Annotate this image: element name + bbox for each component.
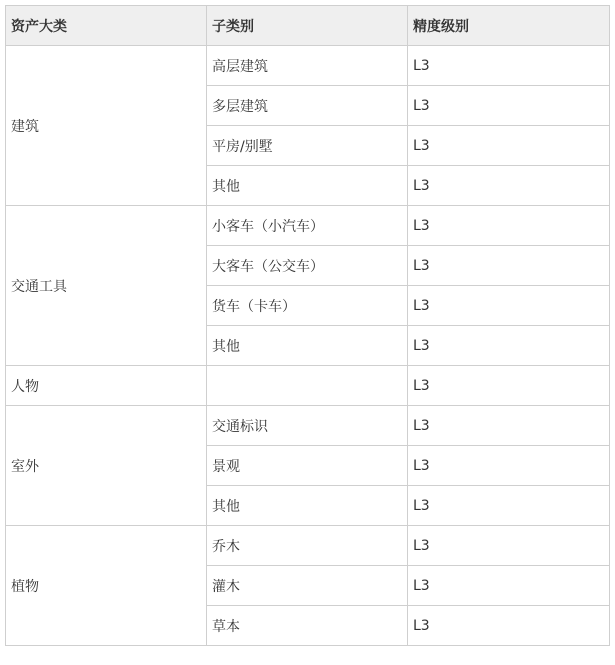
table-row bbox=[6, 406, 610, 446]
level-cell: L3 bbox=[408, 166, 610, 206]
level-cell: L3 bbox=[408, 126, 610, 166]
level-cell: L3 bbox=[408, 366, 610, 406]
subcategory-cell: 交通标识 bbox=[207, 406, 408, 446]
category-cell: 人物 bbox=[6, 366, 207, 406]
subcategory-cell bbox=[207, 366, 408, 406]
subcategory-cell: 其他 bbox=[207, 486, 408, 526]
subcategory-cell: 平房/别墅 bbox=[207, 126, 408, 166]
level-cell: L3 bbox=[408, 206, 610, 246]
subcategory-cell: 其他 bbox=[207, 166, 408, 206]
header-row bbox=[6, 6, 610, 46]
level-cell: L3 bbox=[408, 246, 610, 286]
level-cell: L3 bbox=[408, 406, 610, 446]
header-category: 资产大类 bbox=[6, 6, 207, 46]
level-cell: L3 bbox=[408, 286, 610, 326]
subcategory-cell: 小客车（小汽车） bbox=[207, 206, 408, 246]
subcategory-cell: 其他 bbox=[207, 326, 408, 366]
level-cell: L3 bbox=[408, 566, 610, 606]
subcategory-cell: 多层建筑 bbox=[207, 86, 408, 126]
subcategory-cell: 大客车（公交车） bbox=[207, 246, 408, 286]
subcategory-cell: 乔木 bbox=[207, 526, 408, 566]
table-row bbox=[6, 46, 610, 86]
header-subcategory: 子类别 bbox=[207, 6, 408, 46]
subcategory-cell: 货车（卡车） bbox=[207, 286, 408, 326]
level-cell: L3 bbox=[408, 606, 610, 646]
level-cell: L3 bbox=[408, 86, 610, 126]
asset-table bbox=[5, 5, 610, 646]
category-cell: 植物 bbox=[6, 526, 207, 646]
subcategory-cell: 高层建筑 bbox=[207, 46, 408, 86]
level-cell: L3 bbox=[408, 526, 610, 566]
subcategory-cell: 灌木 bbox=[207, 566, 408, 606]
table-row bbox=[6, 366, 610, 406]
table-row bbox=[6, 526, 610, 566]
table-row bbox=[6, 206, 610, 246]
level-cell: L3 bbox=[408, 326, 610, 366]
level-cell: L3 bbox=[408, 46, 610, 86]
header-precision-level: 精度级别 bbox=[408, 6, 610, 46]
category-cell: 建筑 bbox=[6, 46, 207, 206]
category-cell: 室外 bbox=[6, 406, 207, 526]
level-cell: L3 bbox=[408, 486, 610, 526]
subcategory-cell: 草本 bbox=[207, 606, 408, 646]
subcategory-cell: 景观 bbox=[207, 446, 408, 486]
category-cell: 交通工具 bbox=[6, 206, 207, 366]
level-cell: L3 bbox=[408, 446, 610, 486]
